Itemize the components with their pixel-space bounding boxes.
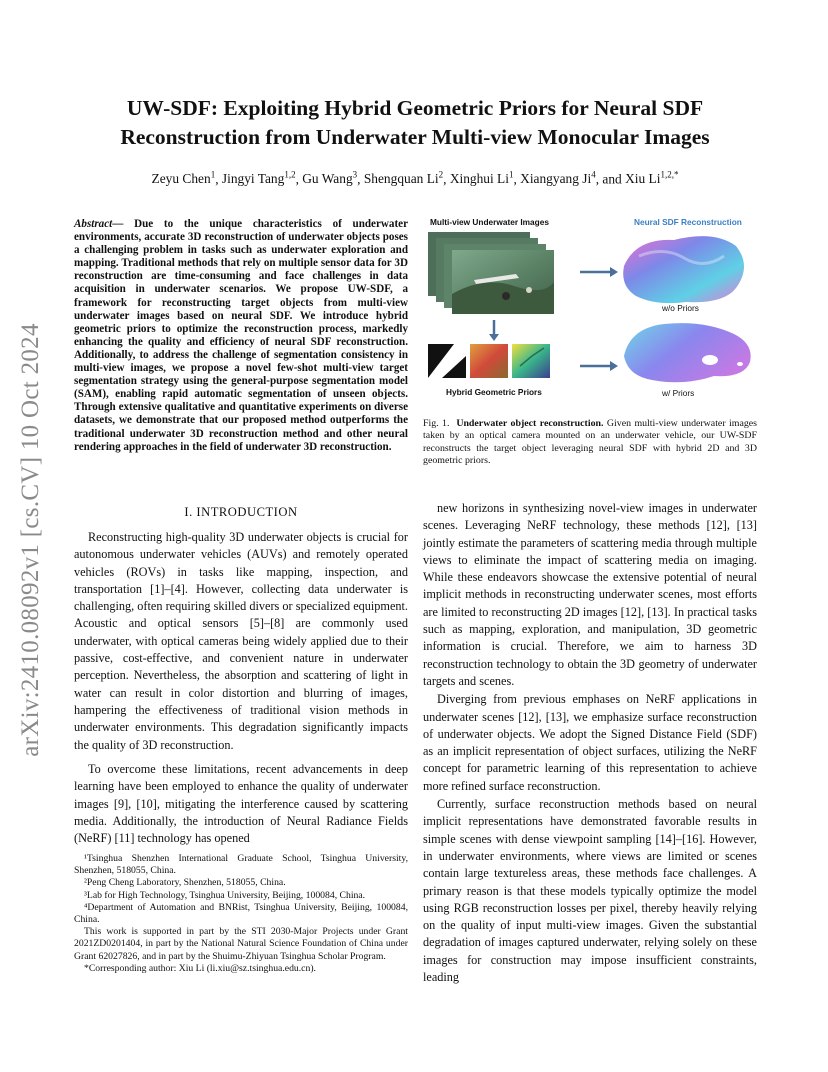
arrow-to-wo-priors — [580, 267, 618, 277]
author: Jingyi Tang$^{1,2}$ — [221, 170, 296, 187]
arrow-to-w-priors — [580, 361, 618, 371]
title-line-2: Reconstruction from Underwater Multi-view Monocular Images — [120, 125, 710, 149]
arxiv-id-text: arXiv:2410.08092v1 [cs.CV] 10 Oct 2024 — [17, 323, 44, 757]
right-paragraph-2: Diverging from previous emphases on NeRF applications in underwater scenes [12], [13], we emphasize surface reconstruction of underwater objects. We adopt the Signed Distance Field (SDF) as an implicit representation of object surfaces, utilizing the NeRF concept for parametric learning of this representation to achieve more refined surface reconstruction. — [423, 692, 757, 793]
arrow-down — [489, 320, 499, 341]
paper-title — [80, 94, 750, 152]
abstract-text: Due to the unique characteristics of underwater environments, accurate 3D reconstruction of underwater objects poses a challenging problem in tasks such as underwater exploration and mapping. Traditional methods that rely on multiple sensor data for 3D reconstruction are time-consuming and face challenges in data acquisition in underwater scenarios. We propose UW-SDF, a framework for reconstructing target objects from multi-view underwater images based on neural SDF. We introduce hybrid geometric priors to optimize the reconstruction process, markedly enhancing the quality and efficiency of neural SDF reconstruction. Additionally, to address the challenge of segmentation consistency in multi-view images, we propose a novel few-shot multi-view target segmentation strategy using the general-purpose segmentation model (SAM), enabling rapid automatic segmentation of unseen objects. Through extensive qualitative and quantitative experiments on diverse datasets, we demonstrate that our proposed method outperforms the traditional underwater 3D reconstruction method and other neural rendering approaches in the field of underwater 3D reconstruction. — [74, 218, 409, 453]
footnote: ⁴Department of Automation and BNRist, Tsinghua University, Beijing, 100084, China. — [74, 901, 408, 926]
arxiv-stamp — [17, 290, 45, 790]
author: Gu Wang$^3$ — [302, 170, 358, 187]
right-paragraph-3: Currently, surface reconstruction methods based on neural implicit representations have demonstrated favorable results in simple scenes with dense viewpoint sampling [14]–[16]. However, in underwater environments, where views are limited or scenes contain large textureless areas, these methods face challenges. A primary reason is that these models typically optimize the model using RGB reconstruction losses per pixel, thereby heavily relying on the quality of input multi-view images. Given the substantial degradation of images captured underwater, relying solely on these images for construction may impose insufficient constraints, leading — [423, 797, 757, 985]
right-paragraph-1: new horizons in synthesizing novel-view images in underwater scenes. Leveraging NeRF technology, these methods [12], [13] jointly estimate the parameters of scattering media through multiple views to eliminate the impact of scattering media on imaging. While these endeavors showcase the extensive potential of neural implicit methods in reconstructing underwater scenes, most efforts are limited to reconstructing 2D images [12], [13]. In practical tasks such as mapping, exploration, and manipulation, 3D geometric information is crucial. Therefore, we aim to harness 3D reconstruction technology to obtain the 3D geometry of underwater targets and scenes. — [423, 501, 757, 688]
section-heading: I. INTRODUCTION — [184, 505, 298, 519]
author: Zeyu Chen$^1$ — [151, 170, 216, 187]
footnote: ³Lab for High Technology, Tsinghua University, Beijing, 100084, China. — [84, 889, 366, 901]
footnote: ¹Tsinghua Shenzhen International Graduate School, Tsinghua University, Shenzhen, 518055, China. — [74, 853, 408, 877]
footnote: *Corresponding author: Xiu Li (li.xiu@sz.tsinghua.edu.cn). — [84, 962, 316, 974]
figure-caption: Fig. 1. Underwater object reconstruction. Given multi-view underwater images taken by an optical camera mounted on an underwater vehicle, our UW-SDF reconstructs the target object leveraging neural SDF with hybrid 2D and 3D geometric priors. — [423, 418, 757, 467]
mesh-with-priors — [624, 323, 751, 382]
mesh-without-priors — [623, 236, 744, 303]
abstract-label: Abstract — [74, 218, 113, 230]
label-hybrid-priors: Hybrid Geometric Priors — [446, 387, 542, 397]
label-wo-priors: w/o Priors — [662, 303, 699, 313]
author: Shengquan Li$^2$ — [363, 170, 444, 187]
label-multiview: Multi-view Underwater Images — [430, 217, 549, 227]
footnote: This work is supported in part by the STI 2030-Major Projects under Grant 2021ZD0201404, in part by the National Natural Science Foundation of China under Grant 62027826, and in part by the Shuimu-Zhiyuan Tsinghua Scholar Program. — [74, 926, 408, 962]
underwater-image-stack — [428, 232, 554, 314]
right-column-text — [423, 500, 757, 986]
label-neural-sdf: Neural SDF Reconstruction — [634, 217, 742, 227]
author: Xiangyang Ji$^4$ — [520, 170, 596, 187]
hybrid-priors-images — [428, 344, 550, 378]
footnote: ²Peng Cheng Laboratory, Shenzhen, 518055, China. — [84, 877, 286, 889]
footnotes — [74, 853, 408, 975]
label-w-priors: w/ Priors — [662, 388, 695, 398]
author: Xinghui Li$^1$ — [449, 170, 514, 187]
author: Xiu $Li^{1,2,*}$ — [625, 170, 679, 187]
intro-paragraph-2: To overcome these limitations, recent advancements in deep learning have been employed to enhance the quality of underwater images [9], [10], mitigating the interference caused by scattering media. Additionally, the introduction of Neural Radiance Fields (NeRF) [11] technology has opened — [74, 762, 408, 846]
author-list: Zeyu Chen$^1$, Jingyi Tang$^{1,2}$, Gu Wang$^3$, Shengquan Li$^2$, Xinghui Li$^1$, Xiangyang Ji$^4$, and Xiu $Li^{1,2,*}$ — [151, 170, 679, 187]
figure-1 — [424, 216, 756, 404]
title-line-1: UW-SDF: Exploiting Hybrid Geometric Priors for Neural SDF — [126, 96, 704, 120]
abstract: Abstract— Due to the unique characteristics of underwater environments, accurate 3D reconstruction of underwater objects poses a challenging problem in tasks such as underwater exploration and mapping. Traditional methods that rely on multiple sensor data for 3D reconstruction are time-consuming and face challenges in data acquisition in underwater scenarios. We propose UW-SDF, a framework for reconstructing target objects from multi-view underwater images based on neural SDF. We introduce hybrid geometric priors to optimize the reconstruction process, markedly enhancing the quality and efficiency of neural SDF reconstruction. Additionally, to address the challenge of segmentation consistency in multi-view images, we propose a novel few-shot multi-view target segmentation strategy using the general-purpose segmentation model (SAM), enabling rapid automatic segmentation of unseen objects. Through extensive qualitative and quantitative experiments on diverse datasets, we demonstrate that our proposed method outperforms the traditional underwater 3D reconstruction method and other neural rendering approaches in the field of underwater 3D reconstruction. — [74, 218, 409, 453]
intro-paragraph-1: Reconstructing high-quality 3D underwater objects is crucial for autonomous underwater vehicles (AUVs) and remotely operated vehicles (ROVs) in tasks like mapping, inspection, and transportation [1]–[4]. However, collecting data underwater is challenging, often requiring skilled divers or specialized equipment. Acoustic and optical sensors [5]–[8] are commonly used underwater, with optical cameras being widely applied due to their passive, cost-effective, and convenient nature in underwater perception. Nevertheless, the absorption and scattering of light in water can result in color distortion and blurring of images, hampering the effectiveness of traditional vision methods in underwater environments. This degradation significantly impacts the quality of 3D reconstruction. — [74, 530, 408, 752]
